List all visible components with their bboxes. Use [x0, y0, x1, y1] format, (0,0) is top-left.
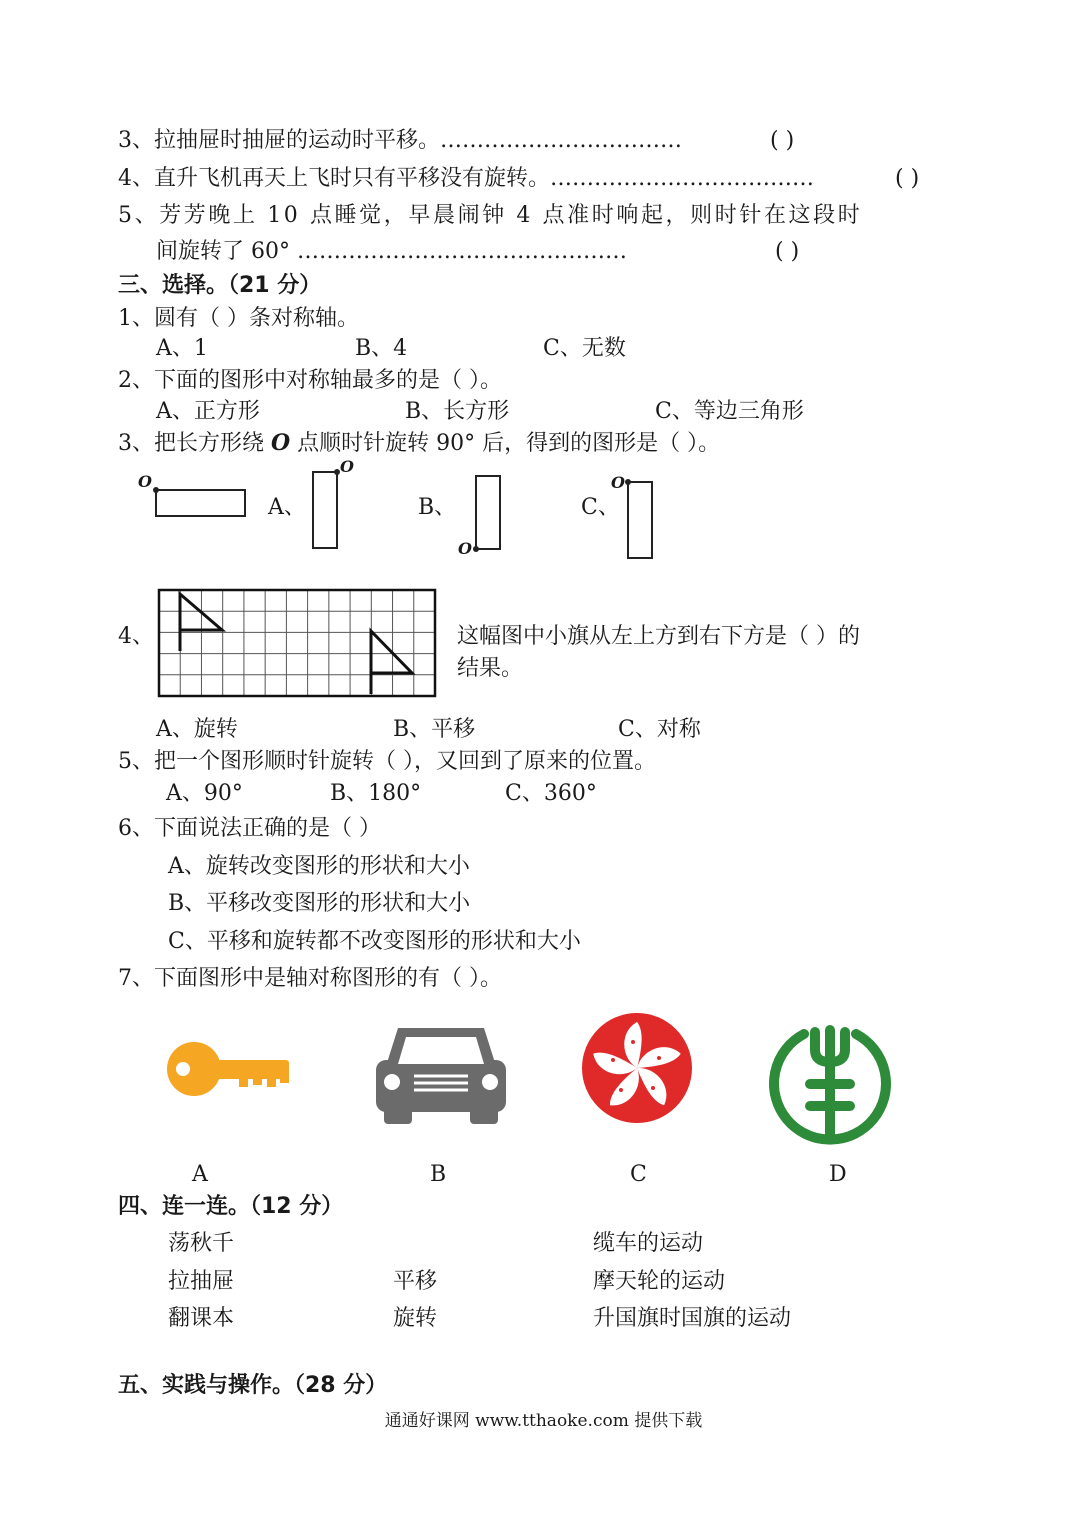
option-a-rectangle — [313, 469, 340, 548]
match-right-2: 摩天轮的运动 — [593, 1269, 726, 1294]
judge-q4-answer: ( ) — [895, 166, 920, 191]
bauhinia-flag-icon — [581, 1012, 693, 1124]
q7-label-a: A — [192, 1162, 208, 1187]
q5-option-b: B、180° — [330, 781, 422, 806]
choice-q4-text-cont: 结果。 — [457, 656, 524, 681]
flag-bottom-right — [371, 631, 412, 694]
choice-q4-number: 4、 — [118, 624, 154, 649]
point-o-a: O — [340, 457, 354, 476]
choice-q4-text: 这幅图中小旗从左上方到右下方是（ ）的 — [457, 624, 860, 649]
match-left-3: 翻课本 — [168, 1306, 235, 1331]
q6-option-c: C、平移和旋转都不改变图形的形状和大小 — [168, 929, 581, 954]
match-middle-2: 旋转 — [393, 1306, 438, 1331]
choice-q7: 7、下面图形中是轴对称图形的有（ ）。 — [118, 966, 502, 991]
q3-option-c: C、 — [581, 495, 620, 520]
q3-option-a: A、 — [268, 495, 306, 520]
choice-q3: 3、把长方形绕 O 点顺时针旋转 90° 后，得到的图形是（ ）。 — [118, 430, 721, 456]
key-icon — [165, 1038, 293, 1100]
q7-label-d: D — [829, 1162, 847, 1187]
choice-q2: 2、下面的图形中对称轴最多的是（ ）。 — [118, 368, 502, 393]
q2-option-c: C、等边三角形 — [655, 399, 804, 424]
q3-option-b: B、 — [418, 495, 457, 520]
judge-q5-answer: ( ) — [775, 239, 800, 264]
q4-option-c: C、对称 — [618, 717, 701, 742]
option-b-rectangle — [473, 476, 500, 552]
q1-option-b: B、4 — [355, 336, 408, 361]
q4-option-b: B、平移 — [393, 717, 476, 742]
flag-grid — [157, 588, 437, 698]
q7-label-b: B — [430, 1162, 447, 1187]
judge-q5-cont: 间旋转了 60° ……………………………………… — [156, 239, 627, 264]
judge-q3-answer: ( ) — [770, 128, 795, 153]
q1-option-a: A、1 — [156, 336, 208, 361]
q2-option-b: B、长方形 — [405, 399, 510, 424]
choice-q6: 6、下面说法正确的是（ ） — [118, 816, 381, 841]
q1-option-c: C、无数 — [543, 336, 626, 361]
grid-border — [159, 590, 435, 696]
grid-lines — [159, 590, 435, 696]
q4-option-a: A、旋转 — [156, 717, 238, 742]
point-o-c: O — [611, 473, 625, 492]
choice-q1: 1、圆有（ ）条对称轴。 — [118, 306, 359, 331]
match-left-2: 拉抽屉 — [168, 1269, 235, 1294]
match-right-3: 升国旗时国旗的运动 — [593, 1306, 792, 1331]
q5-option-c: C、360° — [505, 781, 597, 806]
point-o-b: O — [458, 539, 472, 558]
q2-option-a: A、正方形 — [156, 399, 260, 424]
judge-q4: 4、直升飞机再天上飞时只有平移没有旋转。……………………………… — [118, 166, 814, 191]
q5-option-a: A、90° — [166, 781, 243, 806]
match-left-1: 荡秋千 — [168, 1231, 235, 1256]
q6-option-a: A、旋转改变图形的形状和大小 — [168, 854, 470, 879]
section5-title: 五、实践与操作。（28 分） — [118, 1373, 388, 1398]
q7-label-c: C — [630, 1162, 647, 1187]
match-middle-1: 平移 — [393, 1269, 438, 1294]
section4-title: 四、连一连。（12 分） — [118, 1194, 344, 1219]
section3-title: 三、选择。（21 分） — [118, 273, 322, 298]
car-icon — [376, 1024, 506, 1124]
choice-q5: 5、把一个图形顺时针旋转（ ），又回到了原来的位置。 — [118, 749, 656, 774]
page-footer: 通通好课网 www.tthaoke.com 提供下载 — [384, 1411, 703, 1431]
bank-logo-icon — [760, 1018, 900, 1142]
original-rectangle — [153, 487, 245, 516]
option-c-rectangle — [625, 479, 652, 558]
point-o-original: O — [138, 472, 152, 491]
q6-option-b: B、平移改变图形的形状和大小 — [168, 891, 471, 916]
judge-q3: 3、拉抽屉时抽屉的运动时平移。…………………………… — [118, 128, 682, 153]
judge-q5: 5、芳芳晚上 10 点睡觉，早晨闹钟 4 点准时响起，则时针在这段时 — [118, 203, 863, 228]
match-right-1: 缆车的运动 — [593, 1231, 704, 1256]
